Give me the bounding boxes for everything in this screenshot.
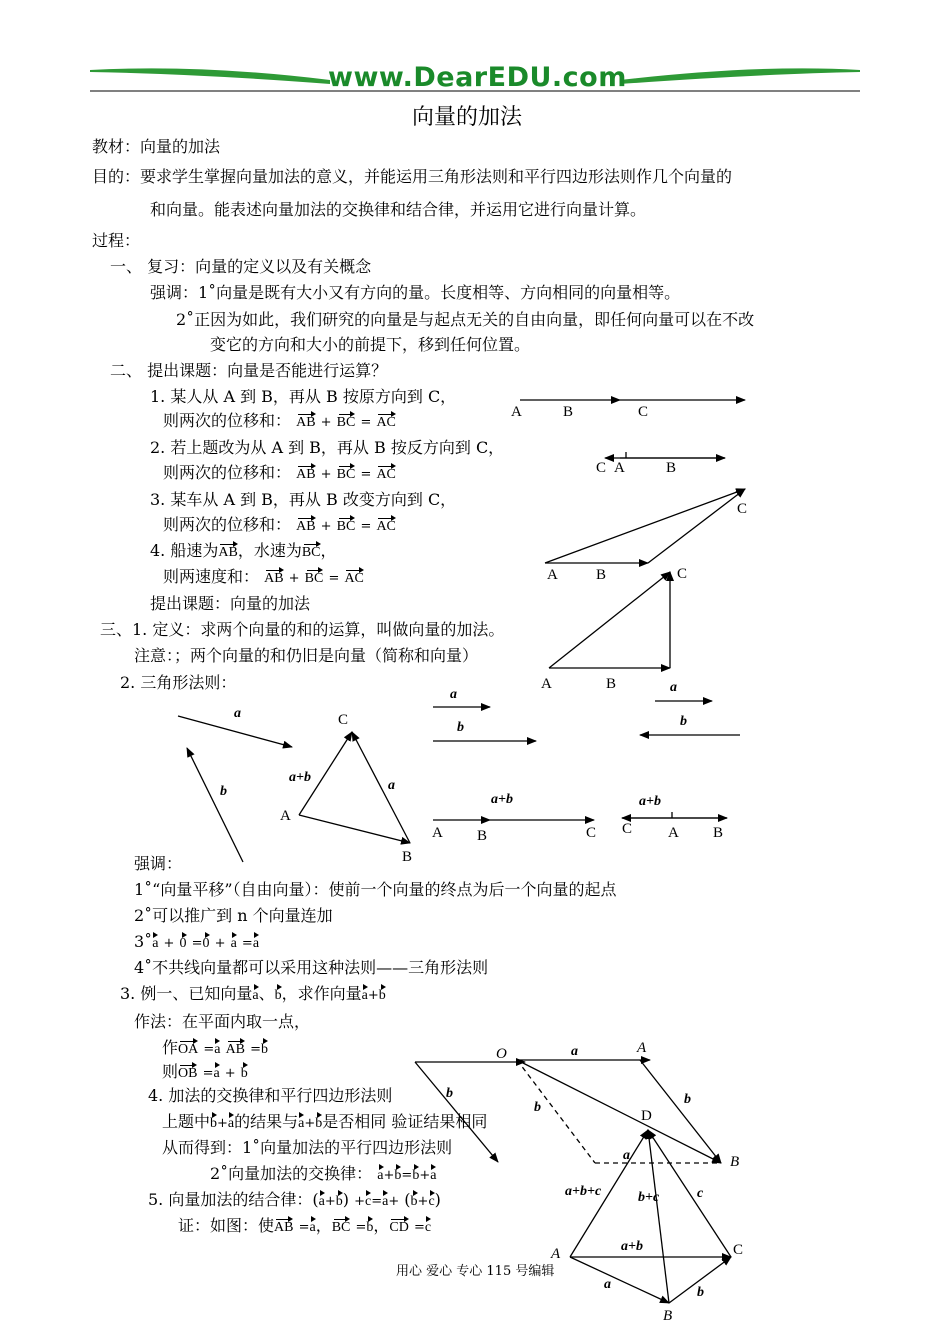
footer-note: 用心 爱心 专心 115 号编辑	[396, 1264, 555, 1279]
topic-line: 提出课题：向量的加法	[150, 594, 311, 613]
example-line: 3. 例一、已知向量a、b，求作向量a+b	[120, 984, 386, 1006]
q4-label-a: A	[541, 676, 552, 692]
q3-label-c: C	[737, 501, 748, 517]
material-line: 教材：向量的加法	[92, 137, 221, 156]
q4-label-c: C	[677, 566, 688, 582]
tri-label-a-plus-b: a+b	[289, 770, 311, 785]
opp-label-point-a: A	[668, 825, 679, 841]
q2-label-b: B	[666, 460, 677, 476]
question-4b: 则两速度和： AB + BC = AC	[163, 567, 364, 589]
assoc-label-a: a	[604, 1277, 611, 1292]
q3-ac-arrow	[545, 489, 748, 563]
page-title: 向量的加法	[412, 105, 523, 130]
assoc-label-d: D	[641, 1108, 652, 1124]
emphasis-1: 强调：1˚向量是既有大小又有方向的量。长度相等、方向相同的向量相等。	[150, 283, 681, 302]
site-logo[interactable]: www.DearEDU.com	[328, 62, 627, 93]
tri-label-point-a: A	[280, 808, 291, 824]
opp-label-sum: a+b	[639, 794, 661, 809]
triangle-a	[299, 815, 410, 843]
process-label: 过程：	[92, 231, 141, 250]
q3-label-b: B	[596, 567, 607, 583]
q4-label-b: B	[606, 676, 617, 692]
associative-law: 5. 向量加法的结合律：(a+b) +c=a+ (b+c)	[148, 1190, 441, 1212]
then-line: 则OB =a + b	[162, 1062, 248, 1084]
assoc-ab	[570, 1257, 669, 1303]
proof-line: 证：如图：使AB =a，BC =b，CD =c	[178, 1216, 431, 1238]
para-label-a: a	[571, 1044, 578, 1059]
col-label-point-a: A	[432, 825, 443, 841]
emphasis-point-4: 4˚不共线向量都可以采用这种法则——三角形法则	[134, 958, 489, 977]
para-label-o: O	[496, 1046, 507, 1062]
emphasis-2a: 2˚正因为如此，我们研究的向量是与起点无关的自由向量，即任何向量可以在不改	[176, 310, 755, 329]
para-label-a-bottom: a	[623, 1148, 630, 1163]
triangle-rule-heading: 2. 三角形法则：	[120, 673, 237, 692]
free-label-a: a	[234, 706, 241, 721]
q1-label-c: C	[638, 404, 649, 420]
col-label-a: a	[450, 687, 457, 702]
emphasis-point-3: 3˚a + 0 =0 + a =a	[134, 932, 259, 954]
method-line: 作法：在平面内取一点，	[134, 1012, 311, 1031]
question-1b: 则两次的位移和： AB + BC = AC	[163, 411, 396, 433]
assoc-label-ab: a+b	[621, 1239, 643, 1254]
tri-label-point-b: B	[402, 849, 413, 865]
q2-label-a: A	[614, 460, 625, 476]
make-line: 作OA =a AB =b	[162, 1038, 268, 1060]
section-4-question: 上题中b+a的结果与a+b是否相同 验证结果相同	[162, 1112, 487, 1134]
para-label-b-left: b	[534, 1100, 541, 1115]
question-3b: 则两次的位移和： AB + BC = AC	[163, 515, 396, 537]
tri-label-a: a	[388, 778, 395, 793]
question-2b: 则两次的位移和： AB + BC = AC	[163, 463, 396, 485]
para-ab	[640, 1060, 721, 1163]
emphasis-point-1: 1˚“向量平移”（自由向量）：使前一个向量的终点为后一个向量的起点	[134, 880, 617, 899]
col-label-point-c: C	[586, 825, 597, 841]
emphasis-point-2: 2˚可以推广到 n 个向量连加	[134, 906, 333, 925]
section-4-heading: 4. 加法的交换律和平行四边形法则	[148, 1086, 393, 1105]
question-4a: 4. 船速为AB，水速为BC，	[150, 541, 337, 563]
example-vector-b	[415, 1062, 498, 1162]
para-ob	[517, 1060, 721, 1163]
q4-ac-arrow	[549, 572, 670, 668]
definition-line: 三、1. 定义：求两个向量的和的运算，叫做向量的加法。	[100, 620, 505, 639]
q2-label-c: C	[596, 460, 607, 476]
para-label-point-a: A	[637, 1040, 647, 1056]
section-1-heading: 一、 复习：向量的定义以及有关概念	[110, 257, 372, 276]
assoc-label-abc: a+b+c	[565, 1184, 602, 1199]
assoc-label-point-b: B	[663, 1308, 673, 1324]
note-line: 注意：；两个向量的和仍旧是向量（简称和向量）	[134, 646, 479, 665]
free-label-b: b	[220, 784, 227, 799]
emphasis-heading: 强调：	[134, 854, 183, 873]
q3-bc-arrow	[648, 489, 748, 563]
opp-label-point-c: C	[622, 821, 633, 837]
q1-label-b: B	[563, 404, 574, 420]
section-4-result: 从而得到：1˚向量加法的平行四边形法则	[162, 1138, 453, 1157]
ex-label-b: b	[446, 1086, 453, 1101]
para-dashed-side	[517, 1060, 595, 1163]
assoc-label-c: c	[697, 1186, 704, 1201]
question-2a: 2. 若上题改为从 A 到 B，再从 B 按反方向到 C，	[150, 438, 505, 457]
section-2-heading: 二、 提出课题：向量是否能进行运算？	[110, 361, 388, 380]
col-label-point-b: B	[477, 828, 488, 844]
assoc-label-b: b	[697, 1285, 704, 1300]
assoc-label-point-a: A	[551, 1246, 561, 1262]
q1-label-a: A	[511, 404, 522, 420]
para-label-point-b: B	[730, 1154, 740, 1170]
opp-label-b: b	[680, 714, 687, 729]
question-1a: 1. 某人从 A 到 B，再从 B 按原方向到 C，	[150, 387, 457, 406]
opp-label-point-b: B	[713, 825, 724, 841]
assoc-bd	[648, 1130, 669, 1303]
para-label-b: b	[684, 1092, 691, 1107]
col-label-b: b	[457, 720, 464, 735]
assoc-label-bc: b+c	[638, 1190, 660, 1205]
free-vector-b	[187, 748, 243, 862]
emphasis-2b: 变它的方向和大小的前提下，移到任何位置。	[210, 335, 531, 354]
q3-label-a: A	[547, 567, 558, 583]
purpose-line-2: 和向量。能表述向量加法的交换律和结合律，并运用它进行向量计算。	[150, 200, 647, 219]
commutative-law: 2˚向量加法的交换律： a+b=b+a	[210, 1164, 436, 1186]
tri-label-c: C	[338, 712, 349, 728]
question-3a: 3. 某车从 A 到 B，再从 B 改变方向到 C，	[150, 490, 457, 509]
assoc-label-point-c: C	[733, 1242, 744, 1258]
col-label-sum: a+b	[491, 792, 513, 807]
triangle-b	[352, 732, 410, 843]
opp-label-a: a	[670, 680, 677, 695]
purpose-line-1: 目的：要求学生掌握向量加法的意义，并能运用三角形法则和平行四边形法则作几个向量的	[92, 167, 733, 186]
